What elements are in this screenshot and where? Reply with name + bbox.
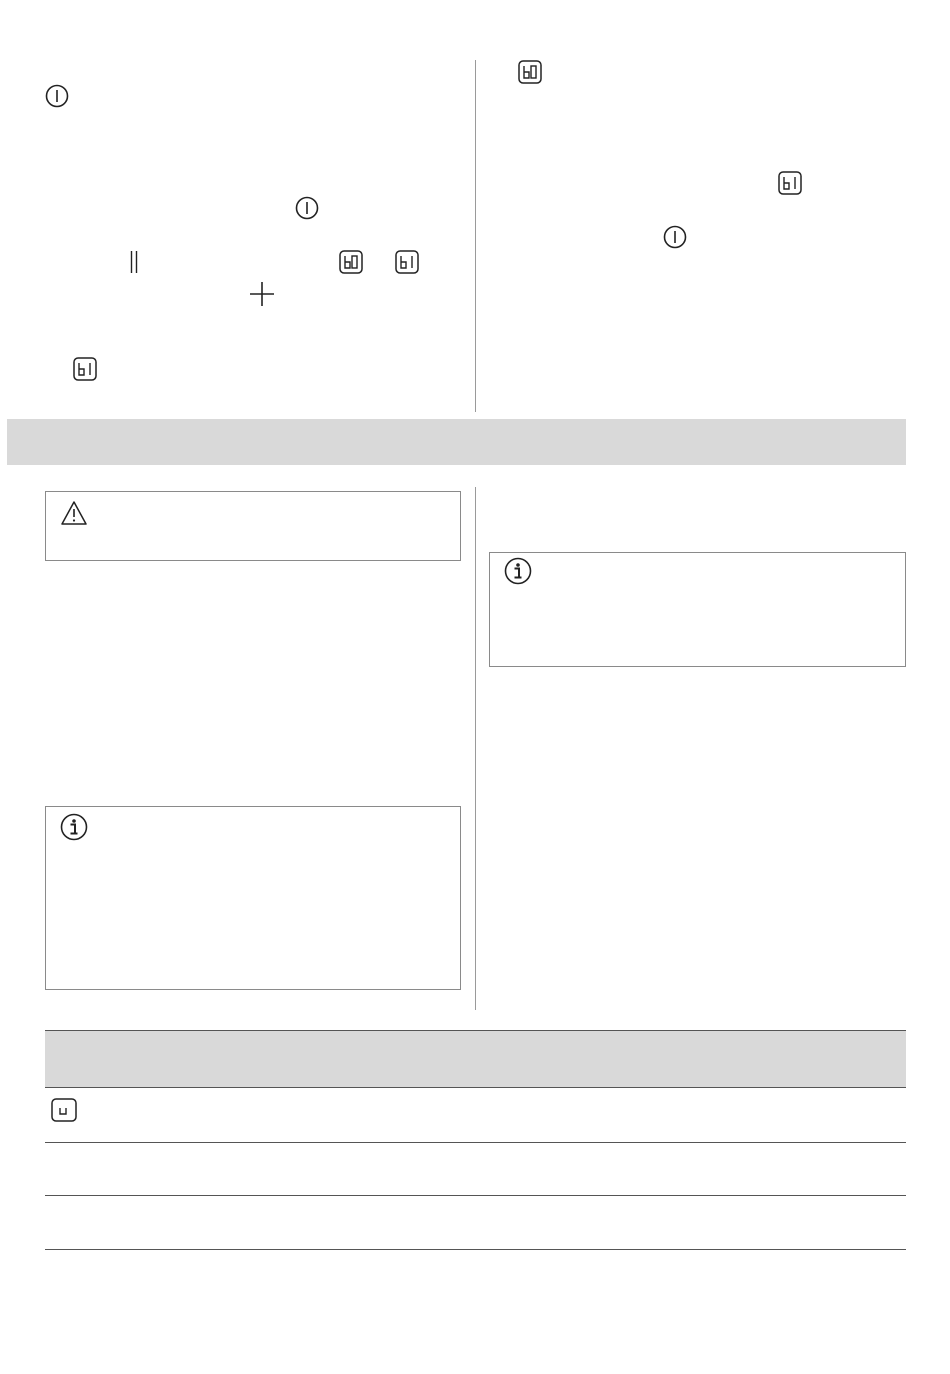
display-b0-icon [518, 60, 542, 84]
pause-icon [128, 250, 140, 274]
power-icon [45, 84, 69, 108]
column-divider-middle [475, 487, 476, 1010]
warning-box [45, 491, 461, 561]
display-u-icon [51, 1098, 77, 1122]
section-header-band [7, 419, 906, 465]
display-b1-icon [778, 171, 802, 195]
info-box [45, 806, 461, 990]
power-icon [295, 196, 319, 220]
display-b1-icon [395, 250, 419, 274]
info-icon [60, 813, 88, 841]
table-row-divider [45, 1195, 906, 1196]
plus-icon [248, 280, 276, 308]
table-row-divider [45, 1249, 906, 1250]
info-icon [504, 557, 532, 585]
table-row-divider [45, 1142, 906, 1143]
column-divider-top [475, 60, 476, 412]
warning-icon [60, 500, 88, 526]
display-b1-icon [73, 357, 97, 381]
display-b0-icon [339, 250, 363, 274]
info-box [489, 552, 906, 667]
table-header [45, 1030, 906, 1088]
power-icon [663, 225, 687, 249]
